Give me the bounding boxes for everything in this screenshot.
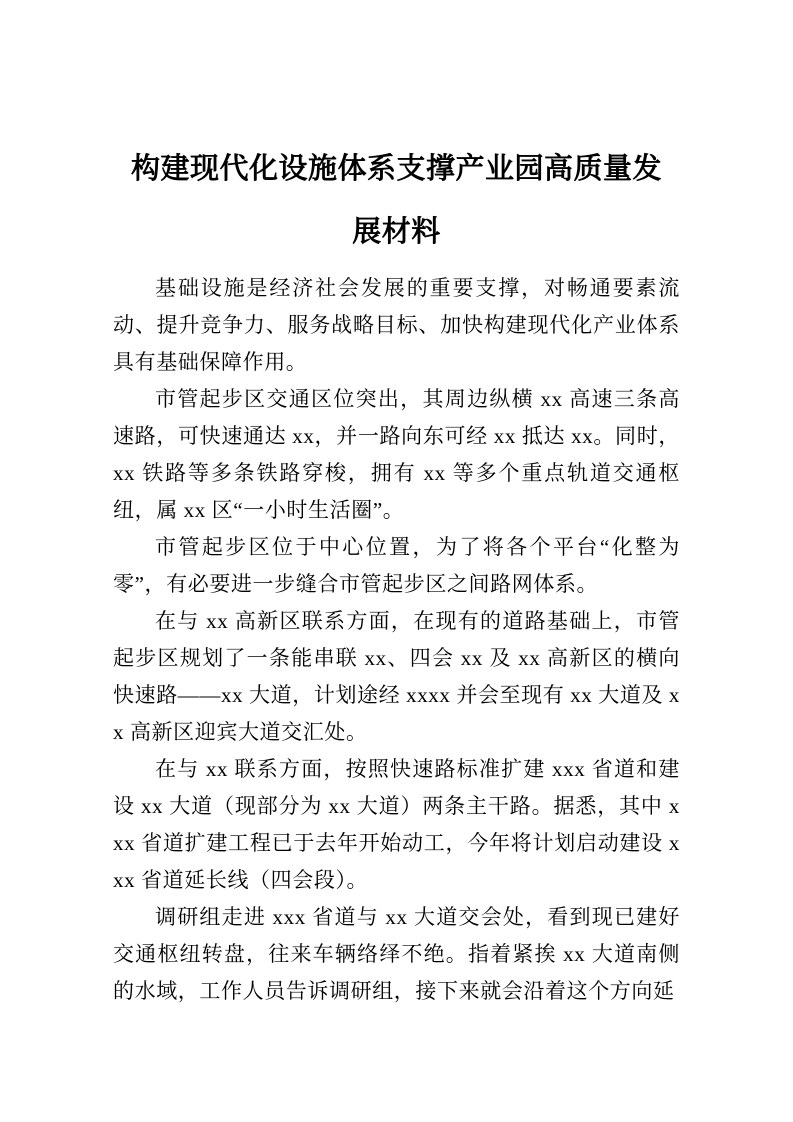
document-title xyxy=(0,0,793,264)
paragraph-6: 调研组走进 xxx 省道与 xx 大道交会处，看到现已建好交通枢纽转盘，往来车辆络绎不绝。指着紧挨 xx 大道南侧的水域，工作人员告诉调研组，接下来就会沿着这个方向延 xyxy=(113,905,680,1003)
document-body xyxy=(113,270,680,1010)
paragraph-5: 在与 xx 联系方面，按照快速路标准扩建 xxx 省道和建设 xx 大道（现部分为 xx 大道）两条主干路。据悉，其中 xxx 省道扩建工程已于去年开始动工，今年将计划启动建设 xxx 省道延长线（四会段）。 xyxy=(113,757,680,892)
paragraph-3: 市管起步区位于中心位置，为了将各个平台“化整为零”，有必要进一步缝合市管起步区之间路网体系。 xyxy=(113,535,680,596)
title-line-1: 构建现代化设施体系支撑产业园高质量发 xyxy=(130,153,662,185)
paragraph-1: 基础设施是经济社会发展的重要支撑，对畅通要素流动、提升竞争力、服务战略目标、加快构建现代化产业体系具有基础保障作用。 xyxy=(113,276,680,374)
paragraph-4: 在与 xx 高新区联系方面，在现有的道路基础上，市管起步区规划了一条能串联 xx、四会 xx 及 xx 高新区的横向快速路——xx 大道，计划途经 xxxx 并会至现有 xx 大道及 xx 高新区迎宾大道交汇处。 xyxy=(113,609,680,744)
paragraph-2: 市管起步区交通区位突出，其周边纵横 xx 高速三条高速路，可快速通达 xx，并一路向东可经 xx 抵达 xx。同时，xx 铁路等多条铁路穿梭，拥有 xx 等多个重点轨道交通枢纽，属 xx 区“一小时生活圈”。 xyxy=(113,387,680,522)
title-line-2: 展材料 xyxy=(352,216,441,248)
